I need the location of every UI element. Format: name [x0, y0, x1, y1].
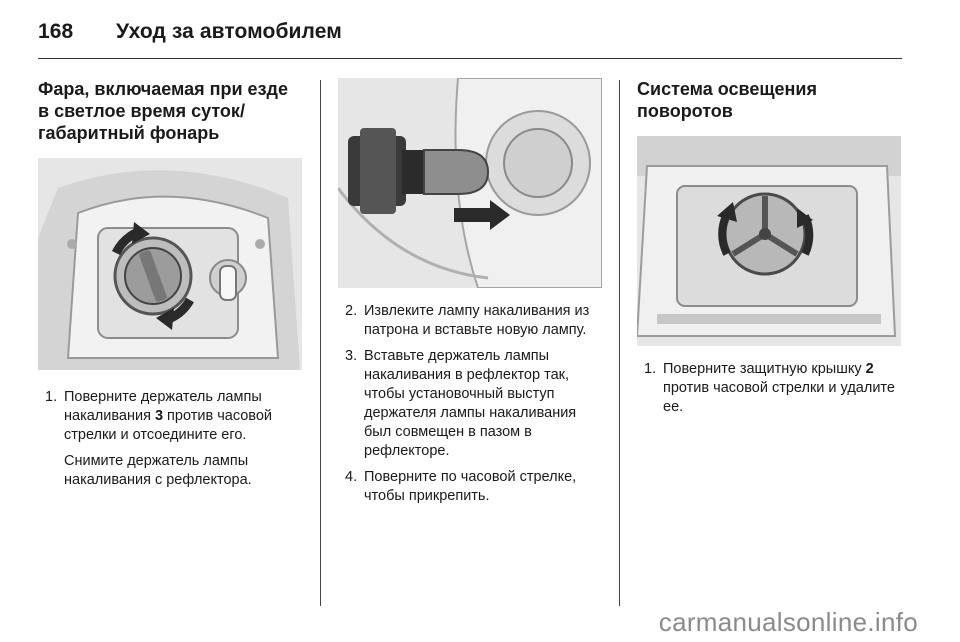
list-item: 3. Вставьте держатель лампы накаливания в рефлектор так, чтобы установочный выступ держателя лампы накаливания был совмещен в пазом в рефлекторе. — [345, 348, 577, 459]
section-heading-drl: Фара, включаемая при езде в светлое время суток/ габаритный фонарь — [38, 79, 288, 143]
column-3 — [637, 78, 901, 424]
column-divider-2 — [619, 80, 620, 606]
watermark: carmanualsonline.info — [658, 607, 918, 637]
page-number: 168 — [38, 20, 74, 43]
header-divider — [38, 58, 902, 59]
steps-list-col1 — [38, 388, 302, 490]
column-divider-1 — [320, 80, 321, 606]
list-item: 4. Поверните по часовой стрелке, чтобы прикрепить. — [345, 469, 577, 504]
steps-list-col3 — [637, 360, 901, 417]
section-heading-turn-lights: Система освещения поворотов — [637, 79, 817, 121]
step-note: Снимите держатель лампы накаливания с рефлектора. — [64, 453, 252, 488]
list-item: 1. Поверните защитную крышку 2 против часовой стрелки и удалите ее. — [644, 361, 895, 415]
list-item: 2. Извлеките лампу накаливания из патрона и вставьте новую лампу. — [345, 303, 590, 338]
illustration-bulb-replacement — [338, 78, 602, 288]
column-2 — [338, 78, 602, 513]
steps-list-col2 — [338, 302, 602, 506]
section-title: Уход за автомобилем — [116, 20, 342, 43]
illustration-drl-bulb-holder — [38, 158, 302, 370]
illustration-turn-signal-cover — [637, 136, 901, 346]
page-header — [38, 20, 342, 44]
list-item: 1. Поверните держатель лампы накаливания 3 против часовой стрелки и отсоедините его. Снимите держатель лампы накаливания с рефлектора. — [38, 388, 302, 490]
column-1 — [38, 78, 302, 497]
